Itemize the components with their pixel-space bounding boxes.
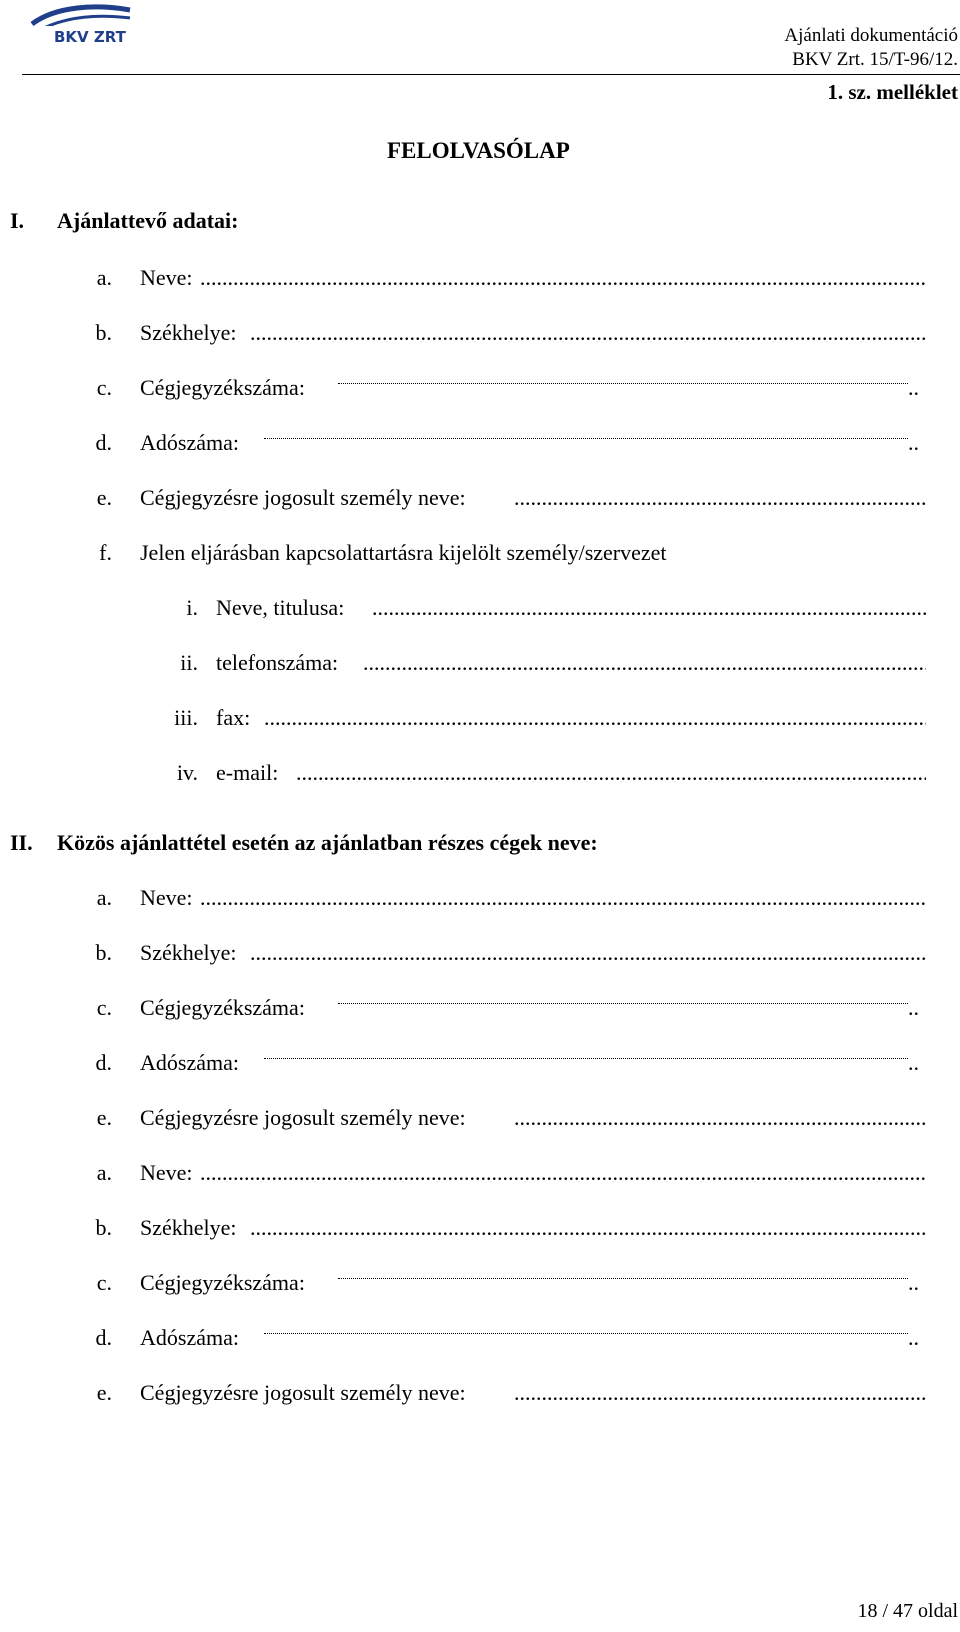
page-title: FELOLVASÓLAP [387,138,570,163]
fill-line [200,1157,926,1189]
svg-text:BKV ZRT: BKV ZRT [54,28,126,46]
list-item: c. Cégjegyzékszáma: .. [96,1270,919,1295]
list-item: d. Adószáma: .. [95,1325,919,1350]
list-item: b. Székhelye: ..... [0,317,930,349]
list-item: a. Neve: ..... [0,262,930,294]
fill-line [264,1331,908,1334]
fill-line [250,317,926,349]
fill-line [514,482,926,514]
fill-line [200,262,926,294]
bkv-logo-icon [26,2,138,46]
list-item: a. Neve: ..... [0,882,930,914]
list-item: b. Székhelye: ..... [0,1212,930,1244]
annex-label: 1. sz. melléklet [827,80,958,104]
fill-line [296,757,926,789]
fill-line [338,381,908,384]
fill-line [264,702,926,734]
fill-line [514,1377,926,1409]
bkv-logo [26,2,138,46]
document-title: Ajánlati dokumentáció [784,25,958,46]
fill-line [200,882,926,914]
section-2-title: Közös ajánlattétel esetén az ajánlatban részes cégek neve: [57,830,598,855]
document-reference: BKV Zrt. 15/T-96/12. [792,49,958,70]
list-item: iv. e-mail: ..... [0,757,930,789]
fill-line [338,1001,908,1004]
fill-line [250,937,926,969]
list-item: e. Cégjegyzésre jogosult személy neve: ..... [0,1377,930,1409]
section-1-title: Ajánlattevő adatai: [57,208,239,233]
fill-line [264,1056,908,1059]
fill-line [372,592,926,624]
list-item: a. Neve: ..... [0,1157,930,1189]
list-item: c. Cégjegyzékszáma: .. [96,375,919,400]
header-divider [22,74,960,75]
list-item: f. Jelen eljárásban kapcsolattartásra kijelölt személy/szervezet [99,540,667,565]
list-item: ii. telefonszáma: ..... [0,647,930,679]
list-item: i. Neve, titulusa: ..... [0,592,930,624]
list-item: iii. fax: ..... [0,702,930,734]
list-item: c. Cégjegyzékszáma: .. [96,995,919,1020]
fill-line [264,436,908,439]
section-2-number: II. [10,830,33,855]
fill-line [250,1212,926,1244]
list-item: d. Adószáma: .. [95,430,919,455]
fill-line [363,647,926,679]
document-header [784,24,958,72]
page-number: 18 / 47 oldal [857,1600,958,1622]
list-item: e. Cégjegyzésre jogosult személy neve: ..... [0,1102,930,1134]
section-1-number: I. [10,208,25,233]
list-item: b. Székhelye: ..... [0,937,930,969]
fill-line [338,1276,908,1279]
list-item: d. Adószáma: .. [95,1050,919,1075]
list-item: e. Cégjegyzésre jogosult személy neve: ..... [0,482,930,514]
fill-line [514,1102,926,1134]
